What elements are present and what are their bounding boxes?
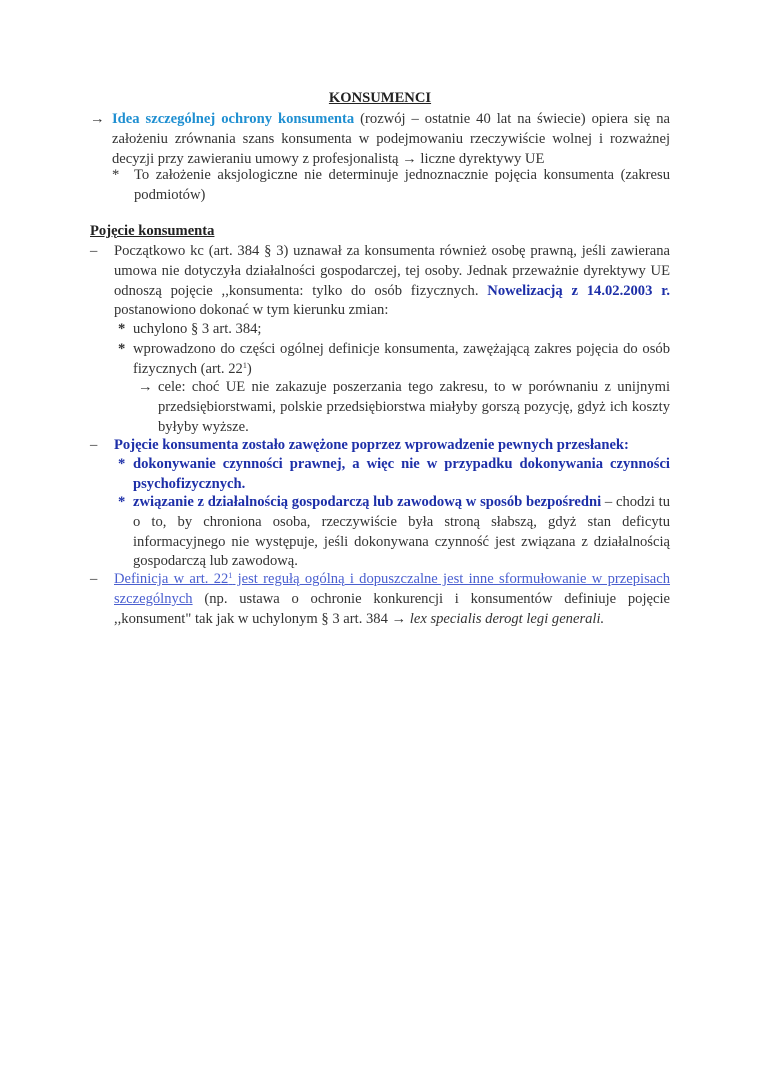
item2-bullet2-text: – chodzi tu o to, by chroniona osoba, rzeczywiście była stroną słabszą, gdyż stan deficytu informacyjnego nie występuje, jeśli dokonywana czynność jest związana z działalnością gospodarczą lub zawodową.	[133, 494, 670, 570]
superscript: 1	[242, 360, 247, 370]
intro-item	[90, 110, 670, 169]
dash-marker: –	[90, 571, 98, 587]
item3-italic: lex specialis derogt legi generali.	[409, 610, 605, 627]
list-subitem	[118, 455, 670, 495]
item1-bullet2-text: wprowadzono do części ogólnej definicje konsumenta, zawężającą zakres pojęcia do osób fizycznych (art. 22	[133, 341, 670, 377]
dash-marker: –	[90, 243, 98, 259]
list-item	[90, 436, 670, 456]
item1-bullet1: uchylono § 3 art. 384;	[133, 321, 262, 337]
arrow-marker: →	[90, 111, 105, 127]
asterisk-marker: *	[118, 494, 126, 510]
item1-bullet2	[133, 340, 670, 380]
page-title: KONSUMENCI	[328, 90, 432, 106]
intro-text: (rozwój – ostatnie 40 lat na świecie) opiera się na założeniu zrównania szans konsumenta w podejmowaniu rzeczywiście wolnej i rozważnej decyzji przy zawieraniu umowy z profesjonalistą → liczne dyrektywy UE	[112, 111, 670, 167]
item1-text-b: postanowiono dokonać w tym kierunku zmian:	[114, 302, 389, 319]
list-item	[90, 570, 670, 629]
intro-paragraph	[112, 110, 670, 169]
item2-bullet2	[133, 493, 670, 572]
section-heading: Pojęcie konsumenta	[90, 223, 215, 239]
asterisk-marker: *	[118, 321, 126, 337]
superscript: 1	[228, 571, 233, 580]
list-subsubitem	[138, 378, 670, 437]
list-subitem	[118, 493, 670, 572]
list-subitem	[118, 320, 670, 340]
list-subitem	[118, 340, 670, 380]
item1-text-a: Początkowo kc (art. 384 § 3) uznawał za konsumenta również osobę prawną, jeśli zawierana umowa nie dotyczyła działalności gospodarczej, tej osoby. Jednak przeważnie dyrektywy UE odnoszą pojęcie ,,konsumenta: tylko do osób fizycznych.	[114, 243, 670, 299]
item2-text: Pojęcie konsumenta zostało zawężone poprzez wprowadzenie pewnych przesłanek:	[114, 437, 629, 453]
item2-bullet1: dokonywanie czynności prawnej, a więc nie w przypadku dokonywania czynności psychofizycznych.	[133, 456, 670, 492]
item1-arrow-text: cele: choć UE nie zakazuje poszerzania tego zakresu, to w porównaniu z unijnymi przedsiębiorstwami, polskie przedsiębiorstwa miałyby gorszą pozycję, gdyż ich koszty byłyby wyższe.	[158, 379, 670, 435]
item1-paragraph	[114, 242, 670, 321]
item1-highlight: Nowelizacją z 14.02.2003 r.	[487, 282, 670, 299]
item1-bullet2-end: )	[246, 360, 252, 377]
intro-subitem-text: To założenie aksjologiczne nie determinuje jednoznacznie pojęcia konsumenta (zakresu podmiotów)	[134, 167, 670, 203]
item3-text: (np. ustawa o ochronie konkurencji i konsumentów definiuje pojęcie ,,konsument" tak jak w uchylonym § 3 art. 384 →	[114, 590, 670, 627]
asterisk-marker: *	[118, 456, 126, 472]
asterisk-marker: *	[112, 167, 120, 183]
definition-link[interactable]: Definicja w art. $22^1$ jest regułą ogólną i dopuszczalne jest inne sformułowanie w przepisach szczególnych	[114, 571, 670, 607]
intro-subitem	[112, 166, 670, 206]
list-item	[90, 242, 670, 321]
dash-marker: –	[90, 437, 98, 453]
intro-highlight: Idea szczególnej ochrony konsumenta	[112, 111, 355, 127]
arrow-marker: →	[138, 379, 153, 395]
item2-bullet2-bold: związanie z działalnością gospodarczą lub zawodową w sposób bezpośredni	[133, 494, 602, 510]
item3-paragraph	[114, 570, 670, 629]
asterisk-marker: *	[118, 341, 126, 357]
